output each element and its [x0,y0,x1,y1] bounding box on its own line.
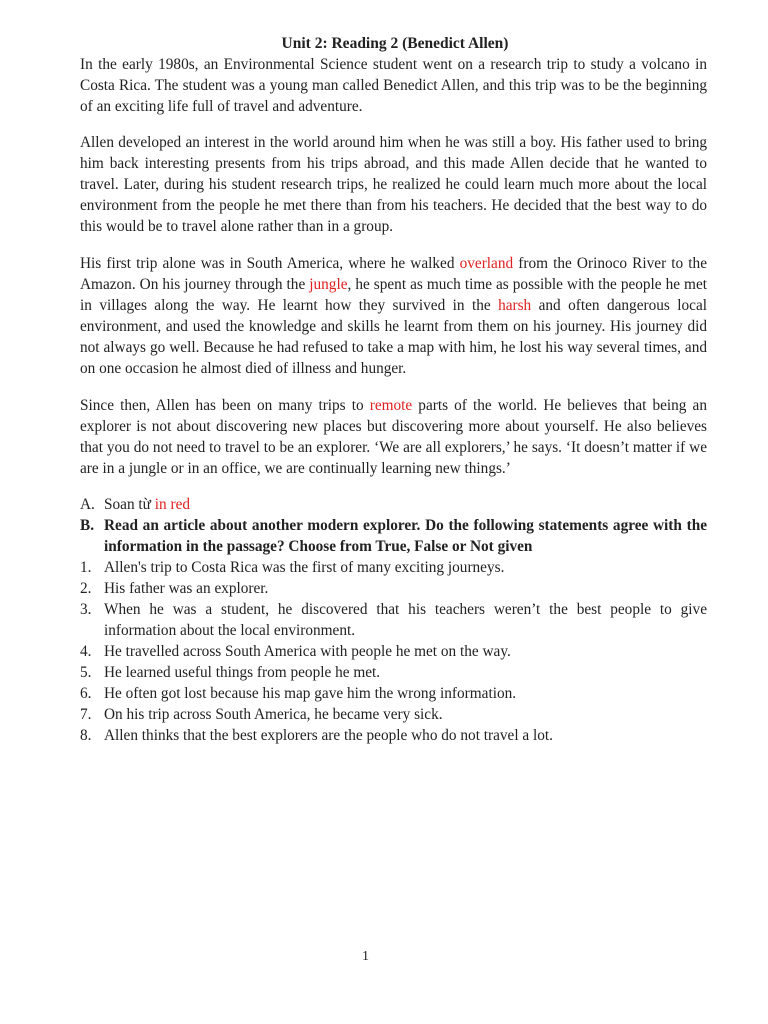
statement-number: 5. [80,664,92,681]
paragraph-2 [80,132,707,237]
paragraph-3-text-3: , he spent as much time as possible with the people he met in villages along the way. He learnt how they survived in the [80,276,707,314]
statement-5 [80,662,707,683]
statement-number: 3. [80,601,92,618]
paragraph-4-text-1: Since then, Allen has been on many trips to [80,397,370,414]
paragraph-3-text-4: and often dangerous local environment, and used the knowledge and skills he learnt from them on his journey. His journey did not always go well. Because he had refused to take a map with him, he lost his way several times, and on one occasion he almost died of illness and hunger. [80,297,707,377]
paragraph-2-text: Allen developed an interest in the world around him when he was still a boy. His father used to bring him back interesting presents from his trips abroad, and this made Allen decide that he wanted to travel. Later, during his student research trips, he realized he could learn much more about the local environment from the people he met there than from his teachers. He decided that the best way to do this would be to travel alone rather than in a group. [80,134,707,235]
paragraph-4 [80,395,707,479]
statement-2 [80,578,707,599]
statement-text: He often got lost because his map gave him the wrong information. [104,685,517,702]
statement-text: Allen thinks that the best explorers are the people who do not travel a lot. [104,727,554,744]
paragraph-3-text-2: from the Orinoco River to the Amazon. On his journey through the [80,255,707,293]
vocab-remote: remote [369,397,413,414]
task-list [80,494,707,746]
task-b [80,515,707,557]
paragraph-1: In the early 1980s, an Environmental Science student went on a research trip to study a volcano in Costa Rica. The student was a young man called Benedict Allen, and this trip was to be the beginning of an exciting life full of travel and adventure. [80,56,707,115]
statement-number: 8. [80,727,92,744]
statement-text: Allen's trip to Costa Rica was the first of many exciting journeys. [104,559,505,576]
task-a-marker: A. [80,496,95,513]
statement-number: 1. [80,559,92,576]
statement-number: 2. [80,580,92,597]
statement-7 [80,704,707,725]
statement-text: On his trip across South America, he became very sick. [104,706,443,723]
task-a-red-text: in red [154,496,191,513]
statement-3 [80,599,707,641]
statement-number: 6. [80,685,92,702]
paragraph-3 [80,253,707,379]
statement-number: 4. [80,643,92,660]
statement-1 [80,557,707,578]
page-number: 1 [362,949,369,964]
task-b-text: Read an article about another modern explorer. Do the following statements agree with the information in the passage? Choose from True, False or Not given [104,517,707,555]
statement-8 [80,725,707,746]
vocab-harsh: harsh [498,297,532,314]
vocab-jungle: jungle [309,276,348,293]
task-a [80,494,707,515]
statement-6 [80,683,707,704]
task-a-text: Soan từ [104,496,155,513]
statement-text: When he was a student, he discovered that his teachers weren’t the best people to give information about the local environment. [104,601,707,639]
statement-text: He learned useful things from people he met. [104,664,381,681]
page-title: Unit 2: Reading 2 (Benedict Allen) [281,35,509,52]
statement-4 [80,641,707,662]
statement-number: 7. [80,706,92,723]
task-b-marker: B. [80,517,95,534]
paragraph-3-text-1: His first trip alone was in South America, where he walked [80,255,460,272]
statement-text: His father was an explorer. [104,580,269,597]
vocab-overland: overland [459,255,514,272]
statement-text: He travelled across South America with people he met on the way. [104,643,511,660]
paragraph-4-text-2: parts of the world. He believes that being an explorer is not about discovering new places but discovering more about yourself. He also believes that you do not need to travel to be an explorer. ‘We are all explorers,’ he says. ‘It doesn’t matter if we are in a jungle or in an office, we are continually learning new things.’ [80,397,707,477]
